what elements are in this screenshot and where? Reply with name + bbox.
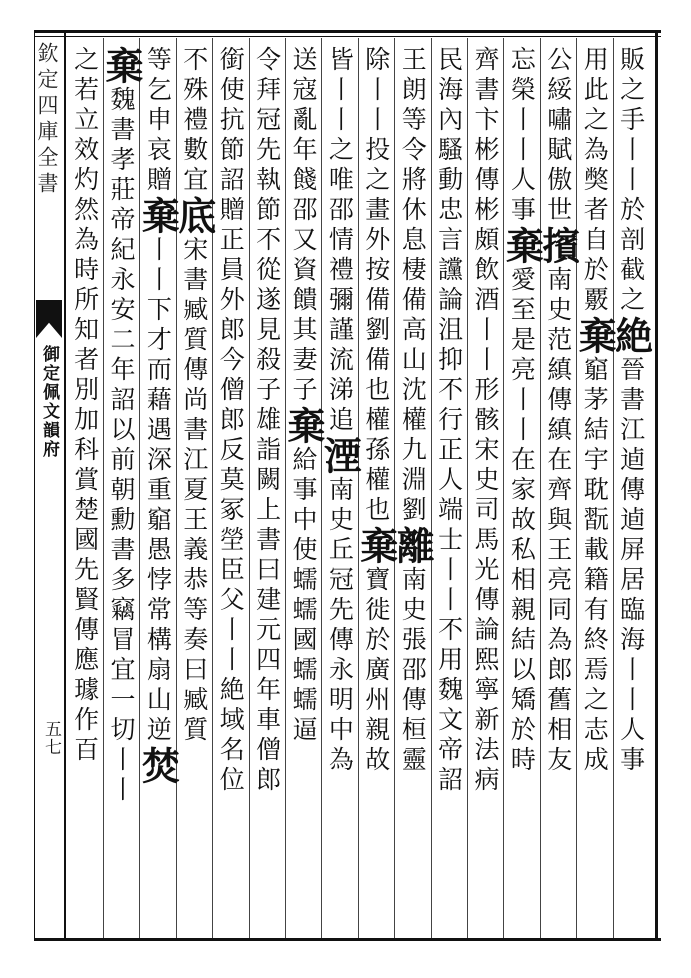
column-text: 不殊禮數宜 [179, 46, 209, 196]
column-text: 令拜冠先執節不從遂見殺子雄詣闕上書曰建元四年車僧郎 [252, 46, 282, 796]
text-column [99, 46, 144, 934]
text-column [390, 46, 436, 934]
column-rule [212, 38, 213, 938]
heading-character: 焚 [135, 746, 181, 786]
column-text: 用此之為獘者自於覈 [580, 46, 610, 316]
heading-character: 湮 [317, 436, 363, 476]
text-column [281, 46, 326, 934]
column-text: 公綏嘯賦傲世 [543, 46, 573, 226]
column-rule [540, 38, 541, 938]
text-column [135, 46, 181, 934]
column-text: 王朗等令將休息棲備高山沈權九淵劉 [398, 46, 428, 526]
frame-right-rule [655, 30, 658, 941]
column-text: 等乞申哀贈 [143, 46, 173, 196]
heading-character: 離 [390, 526, 436, 566]
column-rule [139, 38, 140, 938]
column-text: 丨丨下才而藉遇深重竆愚悖常構扇山逆 [143, 236, 173, 746]
gutter-divider [64, 30, 66, 941]
text-column [317, 46, 363, 934]
text-column [353, 46, 399, 934]
fish-tail-mark [36, 300, 62, 338]
text-column [535, 46, 581, 934]
text-column [468, 46, 502, 934]
frame-top-rule [34, 30, 661, 33]
column-rule [503, 38, 504, 938]
column-rule [176, 38, 177, 938]
book-title: 欽定四庫全書 [35, 42, 59, 198]
column-text: 齊書卞彬傳彬頗飲酒丨丨形骸宋史司馬光傳論熙寧新法病 [471, 46, 500, 796]
column-rule [321, 38, 322, 938]
text-column [171, 46, 217, 934]
column-rule [103, 38, 104, 938]
heading-character: 棄 [135, 196, 181, 236]
column-text: 之若立效灼然為時所知者別加科賞楚國先賢傳應璩作百 [70, 46, 100, 766]
heading-character: 棄 [281, 406, 326, 446]
column-rule [431, 38, 432, 938]
text-column [68, 46, 102, 934]
column-text: 宋書臧質傳尚書江夏王義恭等奏曰臧質 [179, 236, 209, 746]
text-column [608, 46, 654, 934]
publisher-title: 御定佩文韻府 [39, 345, 59, 459]
column-text: 魏書孝莊帝紀永安二年詔以前朝勳書多竊冒宜一切丨丨 [107, 86, 136, 806]
column-rule [576, 38, 577, 938]
column-rule [467, 38, 468, 938]
text-column [499, 46, 545, 934]
heading-character: 棄 [353, 526, 399, 566]
frame-top-rule-inner [34, 36, 661, 37]
column-text: 竆茅結宇耽翫載籍有終焉之志成 [580, 356, 610, 776]
column-rule [394, 38, 395, 938]
column-rule [358, 38, 359, 938]
column-rule [613, 38, 614, 938]
column-text: 愛至是亮丨丨在家故私相親結以矯於時 [507, 266, 537, 776]
column-text: 銜使抗節詔贈正員外郎今僧郎反莫冢塋臣父丨丨絶域名位 [216, 46, 246, 796]
column-text: 忘榮丨丨人事 [507, 46, 537, 226]
column-text: 送寇亂年餞邵又資饋其妻子 [289, 46, 318, 406]
frame-bottom-rule [34, 938, 661, 941]
heading-character: 棄 [499, 226, 545, 266]
column-text: 民海內騷動忠言讜論沮抑不行正人端士丨丨不用魏文帝詔 [434, 46, 464, 796]
column-text: 給事中使蠕蠕國蠕蠕逼 [289, 446, 318, 746]
heading-character: 擯 [535, 226, 581, 266]
heading-character: 棄 [572, 316, 618, 356]
text-column [432, 46, 466, 934]
column-text: 除丨丨投之畫外按備劉備也權孫權也 [361, 46, 391, 526]
column-text: 南史范縝傳縝在齊與王亮同為郎舊相友 [543, 266, 573, 776]
text-column [213, 46, 247, 934]
column-text: 南史丘冠先傳永明中為 [325, 476, 355, 776]
column-text: 南史張邵傳桓靈 [398, 566, 428, 776]
page-number: 五七 [41, 720, 61, 756]
column-text: 販之手丨丨於剖截之 [616, 46, 646, 316]
text-column [572, 46, 618, 934]
heading-character: 絶 [608, 316, 654, 356]
column-rule [285, 38, 286, 938]
heading-character: 棄 [99, 46, 144, 86]
column-text: 晉書江逌傳逌屏居臨海丨丨人事 [616, 356, 646, 776]
column-text: 寶徙於廣州親故 [361, 566, 391, 776]
text-column [250, 46, 284, 934]
column-text: 皆丨丨之唯邵情禮彌謹流涕追 [325, 46, 355, 436]
column-rule [249, 38, 250, 938]
heading-character: 底 [171, 196, 217, 236]
